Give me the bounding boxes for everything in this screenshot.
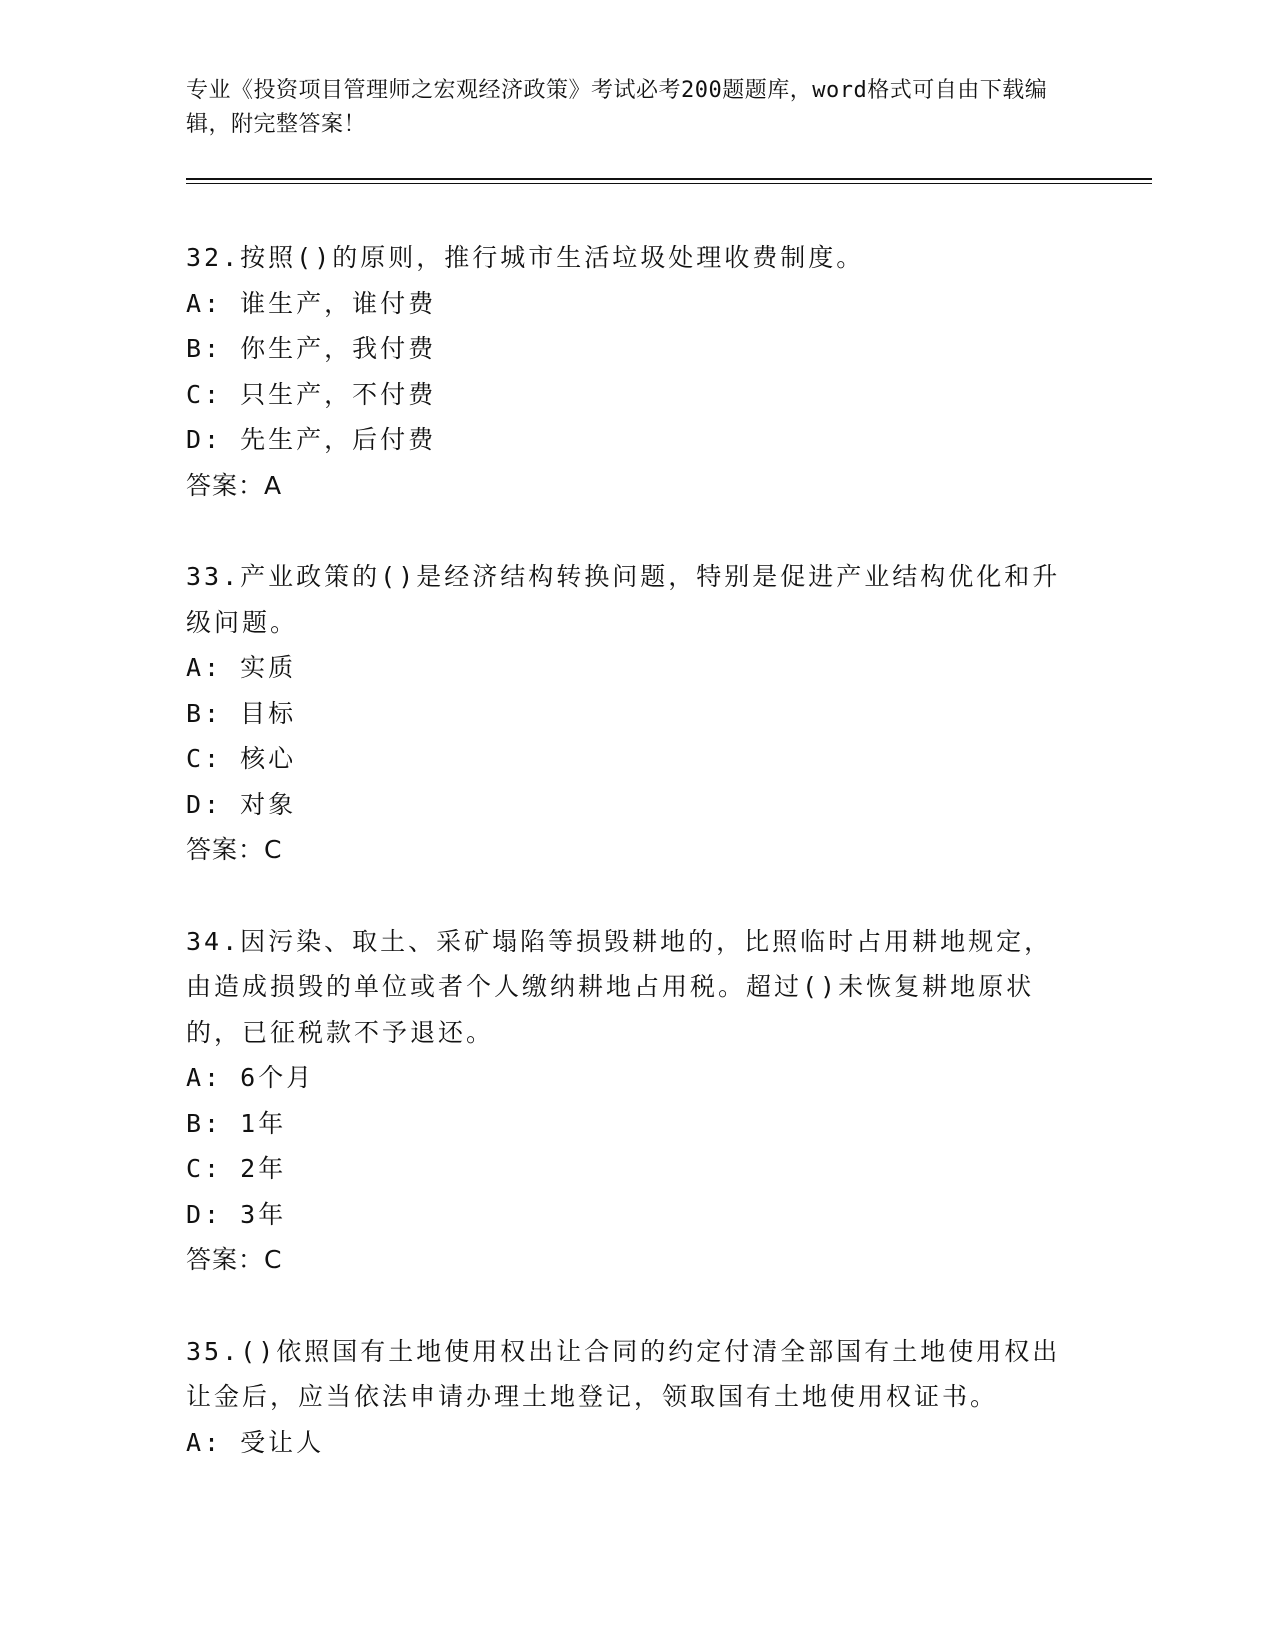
option-a: A: 实质 bbox=[186, 653, 297, 682]
option-a: A: 6个月 bbox=[186, 1063, 315, 1092]
option-b: B: 1年 bbox=[186, 1108, 287, 1138]
question-text: 34.因污染、取土、采矿塌陷等损毁耕地的，比照临时占用耕地规定，由造成损毁的单位或者个人缴纳耕地占用税。超过()未恢复耕地原状的，已征税款不予退还。 bbox=[186, 926, 1053, 1047]
question-35 bbox=[186, 1329, 1066, 1466]
question-text: 35.()依照国有土地使用权出让合同的约定付清全部国有土地使用权出让金后，应当依法申请办理土地登记，领取国有土地使用权证书。 bbox=[186, 1336, 1061, 1411]
answer-label: 答案：A bbox=[186, 470, 283, 500]
document-header: 专业《投资项目管理师之宏观经济政策》考试必考200题题库，word格式可自由下载编辑，附完整答案！ bbox=[186, 78, 1048, 137]
question-text: 33.产业政策的()是经济结构转换问题，特别是促进产业结构优化和升级问题。 bbox=[186, 562, 1061, 637]
header-divider-thick bbox=[186, 178, 1152, 180]
option-c: C: 只生产，不付费 bbox=[186, 379, 437, 409]
option-d: D: 先生产，后付费 bbox=[186, 425, 437, 454]
question-text: 32.按照()的原则，推行城市生活垃圾处理收费制度。 bbox=[186, 243, 865, 272]
option-b: B: 目标 bbox=[186, 698, 297, 728]
option-a: A: 谁生产，谁付费 bbox=[186, 288, 437, 318]
question-33 bbox=[186, 554, 1066, 873]
option-c: C: 核心 bbox=[186, 744, 297, 773]
option-b: B: 你生产，我付费 bbox=[186, 334, 437, 363]
header-divider-thin bbox=[186, 183, 1152, 184]
question-list bbox=[186, 235, 1066, 1511]
question-34 bbox=[186, 919, 1066, 1283]
answer-label: 答案：C bbox=[186, 1245, 283, 1274]
option-a: A: 受让人 bbox=[186, 1427, 325, 1457]
option-d: D: 3年 bbox=[186, 1199, 287, 1229]
option-c: C: 2年 bbox=[186, 1154, 287, 1183]
answer-label: 答案：C bbox=[186, 835, 283, 864]
question-32 bbox=[186, 235, 1066, 508]
option-d: D: 对象 bbox=[186, 789, 297, 819]
